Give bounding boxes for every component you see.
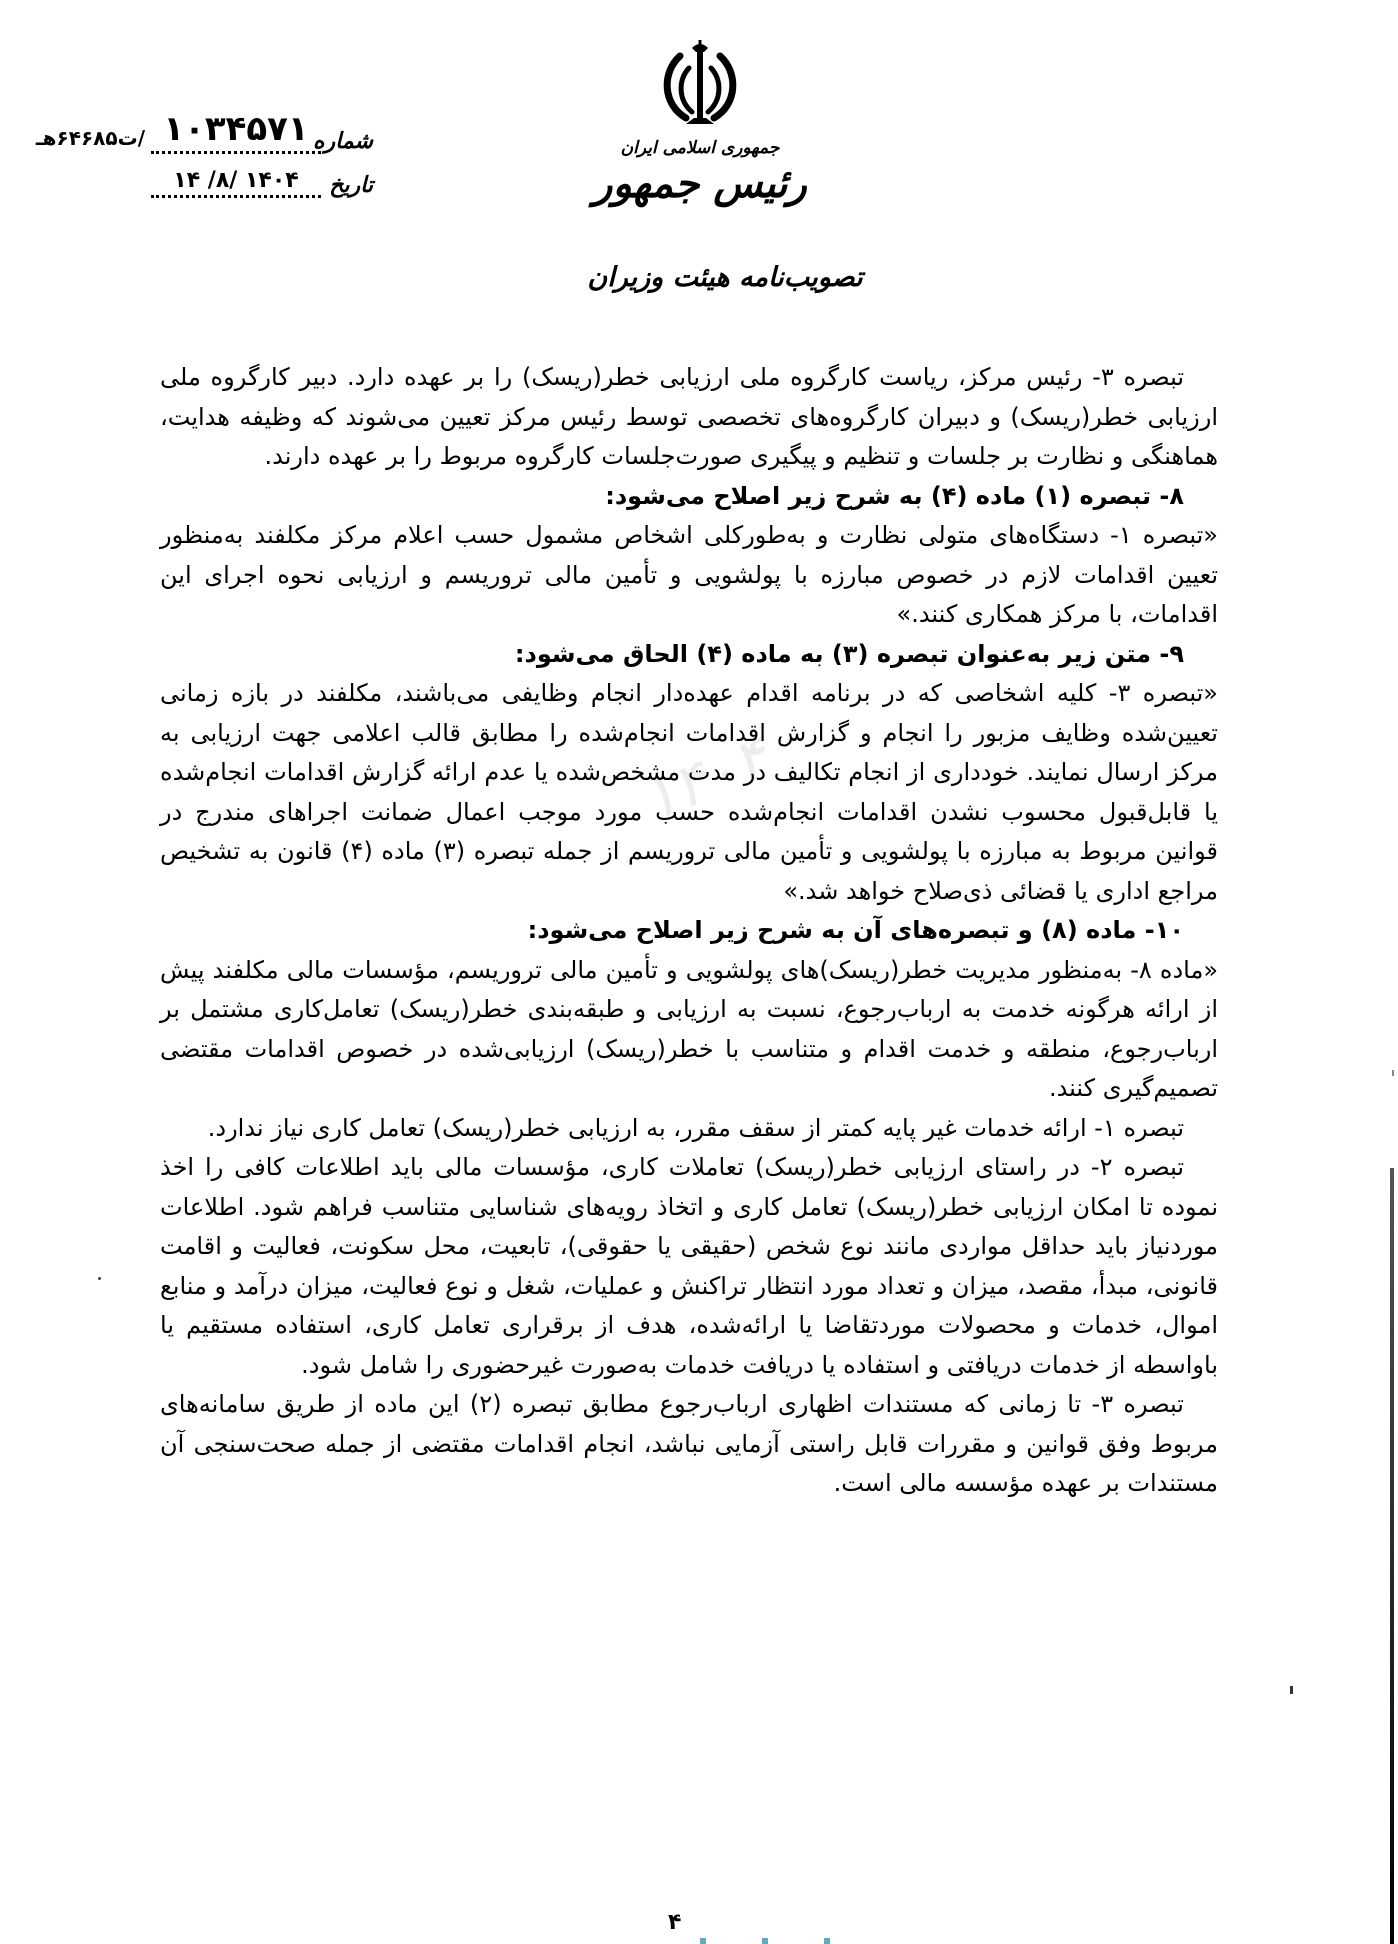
paragraph-note-3-action-plan: «تبصره ۳- کلیه اشخاصی که در برنامه اقدام عهده‌دار انجام وظایفی می‌باشند، مکلفند در بازه زمانی تعیین‌شده وظایف مزبور را انجام و گزارش اقدامات انجام‌شده را مطابق قالب اعلامی جهت ارزیابی به مرکز ارسال نمایند. خودداری از انجام تکالیف در مدت مشخص‌شده یا عدم ارائه گزارش اقدامات انجام‌شده یا قابل‌قبول محسوب نشدن اقدامات انجام‌شده حسب مورد موجب اعمال ضمانت اجراهای مندرج در قوانین مربوط به مبارزه با پولشویی و تأمین مالی تروریسم از جمله تبصره (۳) ماده (۴) قانون به تشخیص مراجع اداری یا قضائی ذی‌صلاح خواهد شد.» bbox=[160, 679, 1219, 905]
paragraph-note-1-nonbasic: تبصره ۱- ارائه خدمات غیر پایه کمتر از سقف مقرر، به ارزیابی خطر(ریسک) تعامل کاری نیاز ندارد. bbox=[207, 1113, 1184, 1142]
document-type-title: تصویب‌نامه هیئت وزیران bbox=[587, 262, 863, 293]
date-label: تاریخ bbox=[329, 172, 373, 198]
paragraph-note-3-chair: تبصره ۳- رئیس مرکز، ریاست کارگروه ملی ارزیابی خطر(ریسک) را بر عهده دارد. دبیر کارگروه ملی ارزیابی خطر(ریسک) و دبیران کارگروه‌های تخصصی توسط رئیس مرکز تعیین می‌شوند که وظیفه هدایت، هماهنگی و نظارت بر جلسات و تنظیم و پیگیری صورت‌جلسات کارگروه مربوط را بر عهده دارند. bbox=[160, 363, 1218, 470]
paragraph-note-3-documents: تبصره ۳- تا زمانی که مستندات اظهاری ارباب‌رجوع مطابق تبصره (۲) این ماده از طریق سامانه‌های مربوط وفق قوانین و مقررات قابل راستی آزمایی نباشد، انجام اقدامات مقتضی از جمله صحت‌سنجی آن مستندات بر عهده مؤسسه مالی است. bbox=[160, 1390, 1218, 1497]
number-field bbox=[151, 111, 321, 154]
number-label: شماره bbox=[312, 128, 373, 154]
scan-speck bbox=[1290, 1686, 1293, 1694]
paragraph-article-8-risk: «ماده ۸- به‌منظور مدیریت خطر(ریسک)های پولشویی و تأمین مالی تروریسم، مؤسسات مالی مکلفند پیش از ارائه هرگونه خدمت به ارباب‌رجوع، نسبت به ارزیابی و طبقه‌بندی خطر(ریسک) تعامل‌کاری مشتمل بر ارباب‌رجوع، منطقه و خدمت اقدام و متناسب با خطر(ریسک) ارزیابی‌شده در خصوص اقدامات مقتضی تصمیم‌گیری کنند. bbox=[160, 955, 1219, 1102]
number-value: ۱۰۳۴۵۷۱ bbox=[163, 109, 309, 149]
reference-block bbox=[28, 110, 373, 198]
article-10-heading: ۱۰- ماده (۸) و تبصره‌های آن به شرح زیر اصلاح می‌شود: bbox=[527, 916, 1184, 944]
article-8-heading: ۸- تبصره (۱) ماده (۴) به شرح زیر اصلاح می‌شود: bbox=[605, 481, 1184, 510]
iran-emblem-icon bbox=[656, 38, 744, 134]
scan-speck bbox=[98, 1277, 101, 1280]
article-9-heading: ۹- متن زیر به‌عنوان تبصره (۳) به ماده (۴) الحاق می‌شود: bbox=[514, 639, 1184, 668]
reference-number-row bbox=[28, 110, 373, 154]
paragraph-note-2-information: تبصره ۲- در راستای ارزیابی خطر(ریسک) تعاملات کاری، مؤسسات مالی باید اطلاعات کافی را اخذ نموده تا امکان ارزیابی خطر(ریسک) تعامل کاری و اتخاذ رویه‌های شناسایی متناسب فراهم شود. اطلاعات موردنیاز باید حداقل مواردی مانند نوع شخص (حقیقی یا حقوقی)، تابعیت، محل سکونت، فعالیت و اقامت قانونی، مبدأ، مقصد، میزان و تعداد مورد انتظار تراکنش و عملیات، شغل و نوع فعالیت، میزان درآمد و منابع اموال، خدمات و محصولات موردتقاضا یا ارائه‌شده، هدف از برقراری تعامل کاری، استفاده مستقیم یا باواسطه از خدمات دریافتی و استفاده یا دریافت خدمات به‌صورت غیرحضوری را شامل شود. bbox=[160, 1153, 1218, 1379]
office-title: رئیس جمهور bbox=[593, 160, 807, 207]
date-field bbox=[151, 155, 321, 198]
footer-decoration bbox=[700, 1938, 830, 1944]
footer-tick bbox=[762, 1938, 768, 1944]
scan-mark bbox=[1392, 1070, 1394, 1076]
letterhead bbox=[560, 38, 840, 208]
country-name: جمهوری اسلامی ایران bbox=[620, 138, 780, 158]
footer-tick bbox=[824, 1938, 830, 1944]
page-number: ۴ bbox=[668, 1910, 682, 1935]
scan-border-line bbox=[1390, 1168, 1394, 1944]
number-suffix: /ت۶۴۶۸۵هـ bbox=[35, 126, 145, 150]
paragraph-note-1-supervisory: «تبصره ۱- دستگاه‌های متولی نظارت و به‌طورکلی اشخاص مشمول حسب اعلام مرکز مکلفند به‌منظور تعیین اقدامات لازم در خصوص مبارزه با پولشویی و تأمین مالی تروریسم و ارزیابی نحوه اجرای این اقدامات، با مرکز همکاری کنند.» bbox=[160, 521, 1218, 628]
document-body bbox=[160, 358, 1218, 1504]
date-value: ۱۴۰۴ /۸/ ۱۴ bbox=[173, 168, 299, 193]
reference-date-row bbox=[28, 154, 373, 198]
watermark: ۱۴۰۴ bbox=[632, 722, 778, 836]
footer-tick bbox=[700, 1938, 706, 1944]
